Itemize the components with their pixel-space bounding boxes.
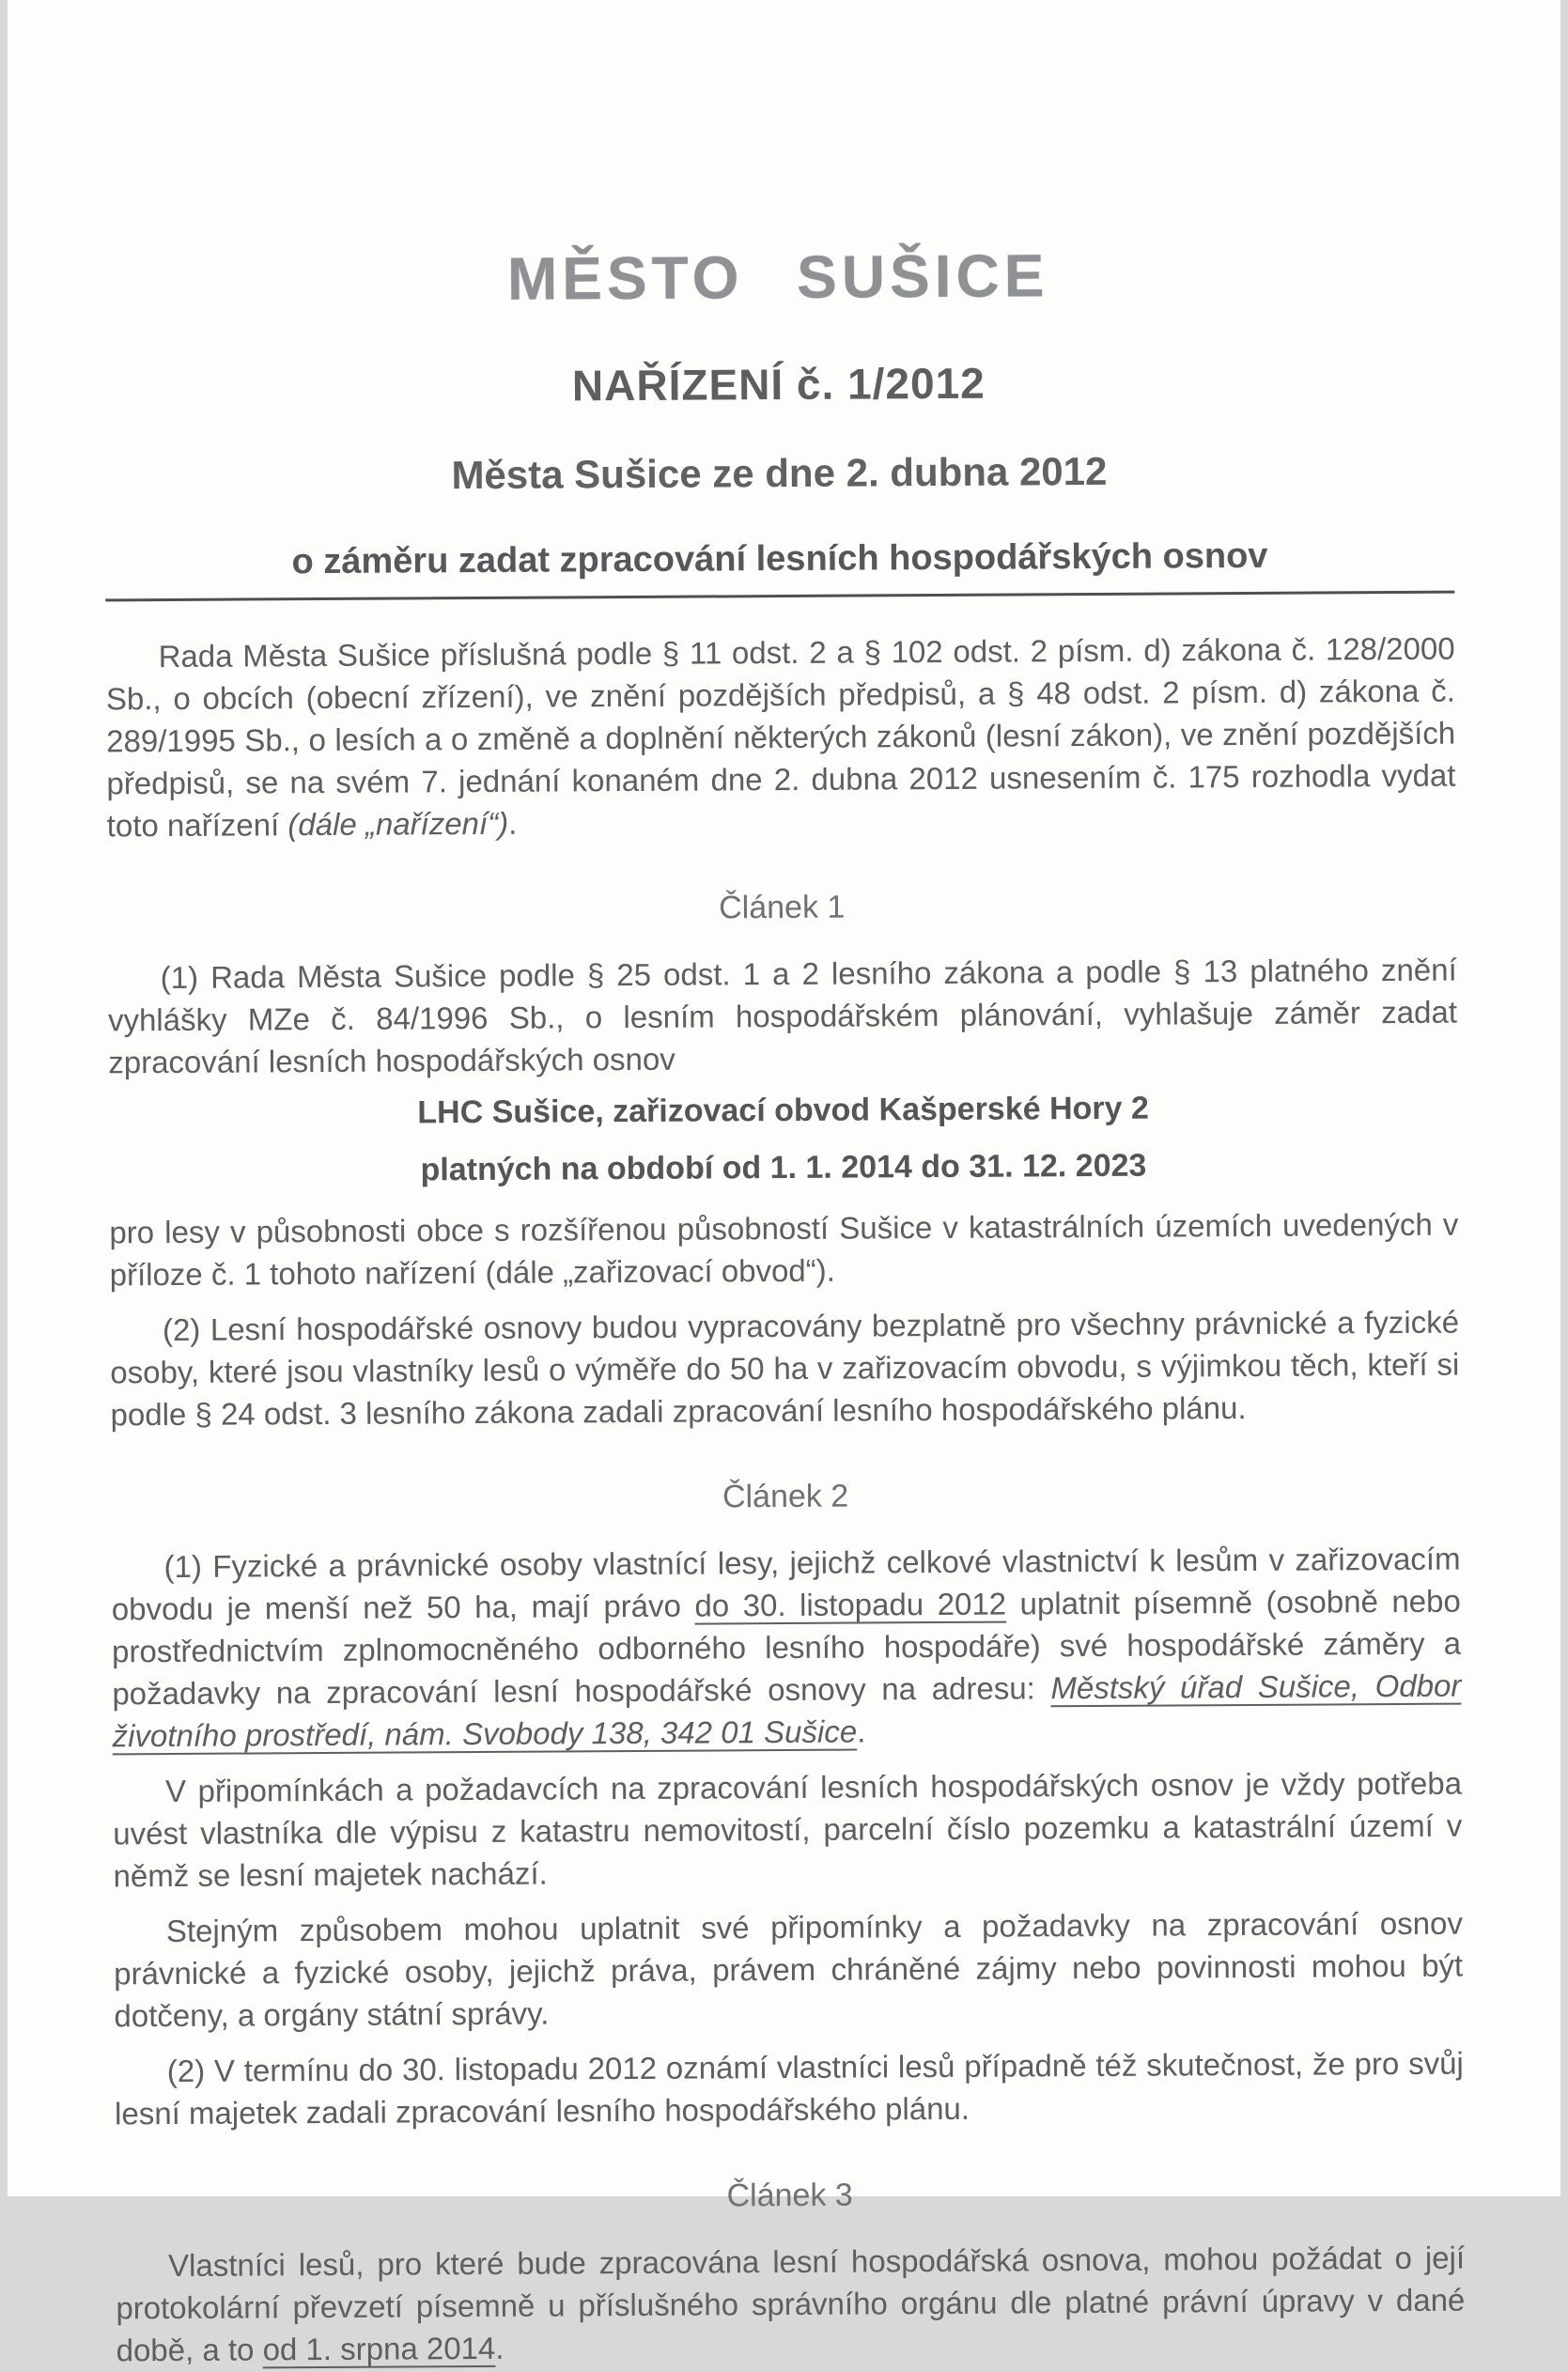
article-3-heading: Článek 3 [726, 2177, 853, 2214]
document-content [3, 0, 1568, 2372]
article-1-paragraph-1: (1) Rada Města Sušice podle § 25 odst. 1 a 2 lesního zákona a podle § 13 platného znění vyhlášky MZe č. 84/1996 Sb., o lesním hospodářském plánování, vyhlašuje záměr zadat zpracování lesních hospodářských osnov [107, 952, 1458, 1080]
document-page [8, 0, 1560, 2368]
document-title: MĚSTO SUŠICE [506, 241, 1049, 313]
article-1-paragraph-2: pro lesy v působnosti obce s rozšířenou působností Sušice v katastrálních územích uvedených v příloze č. 1 tohoto nařízení (dále „zařizovací obvod“). [109, 1206, 1459, 1293]
article-2-paragraph-2: V připomínkách a požadavcích na zpracování lesních hospodářských osnov je vždy potřeba uvést vlastníka dle výpisu z katastru nemovitostí, parcelní číslo pozemku a katastrální území v němž se lesní majetek nachází. [113, 1765, 1463, 1894]
article-2-paragraph-1: (1) Fyzické a právnické osoby vlastnící lesy, jejichž celkové vlastnictví k lesům v zařizovacím obvodu je menší než 50 ha, mají právo do 30. listopadu 2012 uplatnit písemně (osobně nebo prostřednictvím zplnomocněného odborného lesního hospodáře) své hospodářské záměry a požadavky na zpracování lesní hospodářské osnovy na adresu: Městský úřad Sušice, Odbor životního prostředí, nám. Svobody 138, 342 01 Sušice. [111, 1541, 1462, 1754]
decree-number: NAŘÍZENÍ č. 1/2012 [571, 358, 986, 411]
subject-block [105, 535, 1454, 602]
article-2-heading: Článek 2 [722, 1478, 849, 1515]
article-1-center-line-1: LHC Sušice, zařizovací obvod Kašperské Hory 2 [417, 1090, 1149, 1131]
article-1-heading: Článek 1 [719, 889, 846, 926]
article-2-paragraph-3: Stejným způsobem mohou uplatnit své připomínky a požadavky na zpracování osnov právnické a fyzické osoby, jejichž práva, právem chráněné zájmy nebo povinnosti mohou být dotčeny, a orgány státní správy. [114, 1905, 1464, 2034]
issuer-date-line: Města Sušice ze dne 2. dubna 2012 [451, 448, 1108, 498]
article-3-paragraph-1: Vlastníci lesů, pro které bude zpracována lesní hospodářská osnova, mohou požádat o její protokolární převzetí písemně u příslušného správního orgánu dle platné právní úpravy v dané době, a to od 1. srpna 2014. [116, 2240, 1466, 2368]
preamble-paragraph: Rada Města Sušice příslušná podle § 11 odst. 2 a § 102 odst. 2 písm. d) zákona č. 128/2000 Sb., o obcích (obecní zřízení), ve znění pozdějších předpisů, a § 48 odst. 2 písm. d) zákona č. 289/1995 Sb., o lesích a o změně a doplnění některých zákonů (lesní zákon), ve znění pozdějších předpisů, se na svém 7. jednání konaném dne 2. dubna 2012 usnesením č. 175 rozhodla vydat toto nařízení (dále „nařízení“). [105, 630, 1456, 844]
article-1-center-line-2: platných na období od 1. 1. 2014 do 31. 12. 2023 [420, 1147, 1147, 1188]
article-2-paragraph-4: (2) V termínu do 30. listopadu 2012 oznámí vlastníci lesů případně též skutečnost, že pro svůj lesní majetek zadali zpracování lesního hospodářského plánu. [114, 2045, 1464, 2132]
article-1-paragraph-3: (2) Lesní hospodářské osnovy budou vypracovány bezplatně pro všechny právnické a fyzické osoby, které jsou vlastníky lesů o výměře do 50 ha v zařizovacím obvodu, s výjimkou těch, kteří si podle § 24 odst. 3 lesního zákona zadali zpracování lesního hospodářského plánu. [110, 1304, 1460, 1433]
subject-line: o záměru zadat zpracování lesních hospodářských osnov [291, 535, 1268, 582]
